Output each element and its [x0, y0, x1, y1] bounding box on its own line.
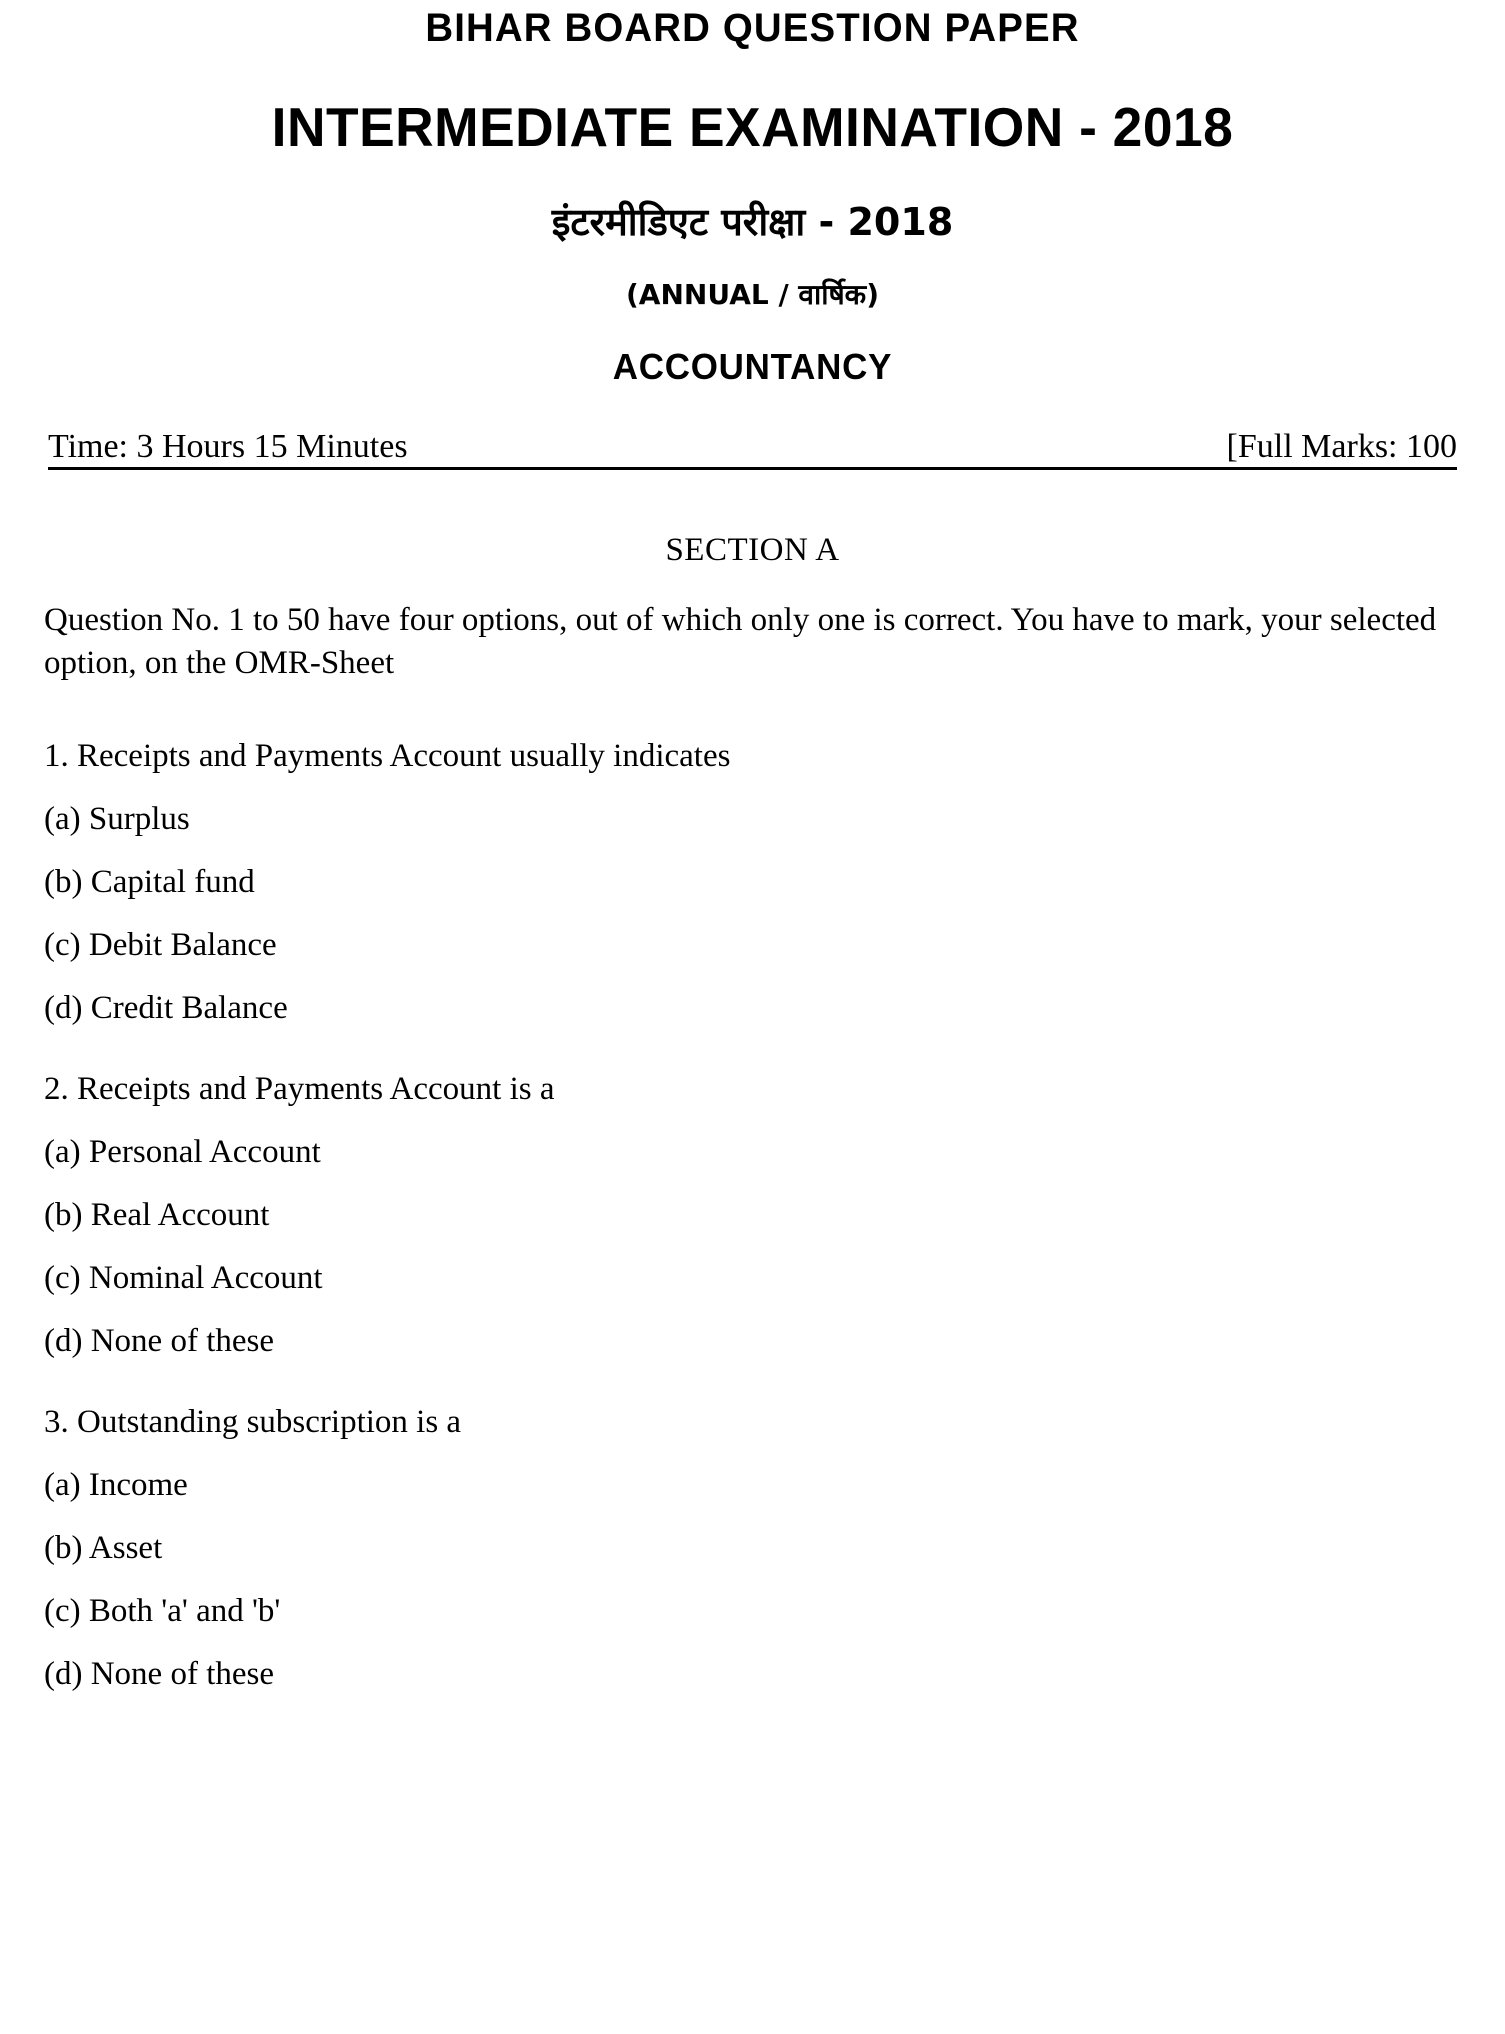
- question-item: [44, 1073, 1457, 1358]
- exam-header: [0, 0, 1505, 385]
- question-option[interactable]: (b) Capital fund: [44, 864, 255, 901]
- board-title: BIHAR BOARD QUESTION PAPER: [425, 6, 1080, 50]
- question-option[interactable]: (d) None of these: [44, 1656, 275, 1693]
- section-heading: SECTION A: [665, 531, 840, 568]
- section-instructions: Question No. 1 to 50 have four options, out of which only one is correct. You have to mark, your selected option, on the OMR-Sheet: [44, 601, 1437, 681]
- question-option[interactable]: (c) Debit Balance: [44, 927, 277, 964]
- exam-title-hindi: इंटरमीडिएट परीक्षा - 2018: [551, 200, 954, 244]
- question-option[interactable]: (c) Both 'a' and 'b': [44, 1593, 281, 1630]
- question-list: [44, 684, 1457, 1691]
- question-option[interactable]: (b) Asset: [44, 1530, 163, 1567]
- question-stem: 3. Outstanding subscription is a: [44, 1404, 462, 1441]
- question-option[interactable]: (a) Personal Account: [44, 1134, 321, 1171]
- question-option[interactable]: (a) Surplus: [44, 801, 190, 838]
- question-option[interactable]: (c) Nominal Account: [44, 1260, 323, 1297]
- exam-duration: Time: 3 Hours 15 Minutes: [48, 428, 408, 465]
- question-stem: 2. Receipts and Payments Account is a: [44, 1071, 555, 1108]
- question-option[interactable]: (d) Credit Balance: [44, 990, 288, 1027]
- subject-title: ACCOUNTANCY: [612, 346, 893, 387]
- exam-type: (ANNUAL / वार्षिक): [625, 278, 879, 311]
- question-option[interactable]: (a) Income: [44, 1467, 188, 1504]
- question-option[interactable]: (b) Real Account: [44, 1197, 270, 1234]
- question-item: [44, 1406, 1457, 1691]
- exam-title-english: INTERMEDIATE EXAMINATION - 2018: [271, 96, 1234, 158]
- question-item: [44, 740, 1457, 1025]
- question-stem: 1. Receipts and Payments Account usually indicates: [44, 738, 731, 775]
- exam-full-marks: [Full Marks: 100: [1226, 428, 1457, 465]
- exam-meta-row: [48, 429, 1457, 470]
- question-option[interactable]: (d) None of these: [44, 1323, 275, 1360]
